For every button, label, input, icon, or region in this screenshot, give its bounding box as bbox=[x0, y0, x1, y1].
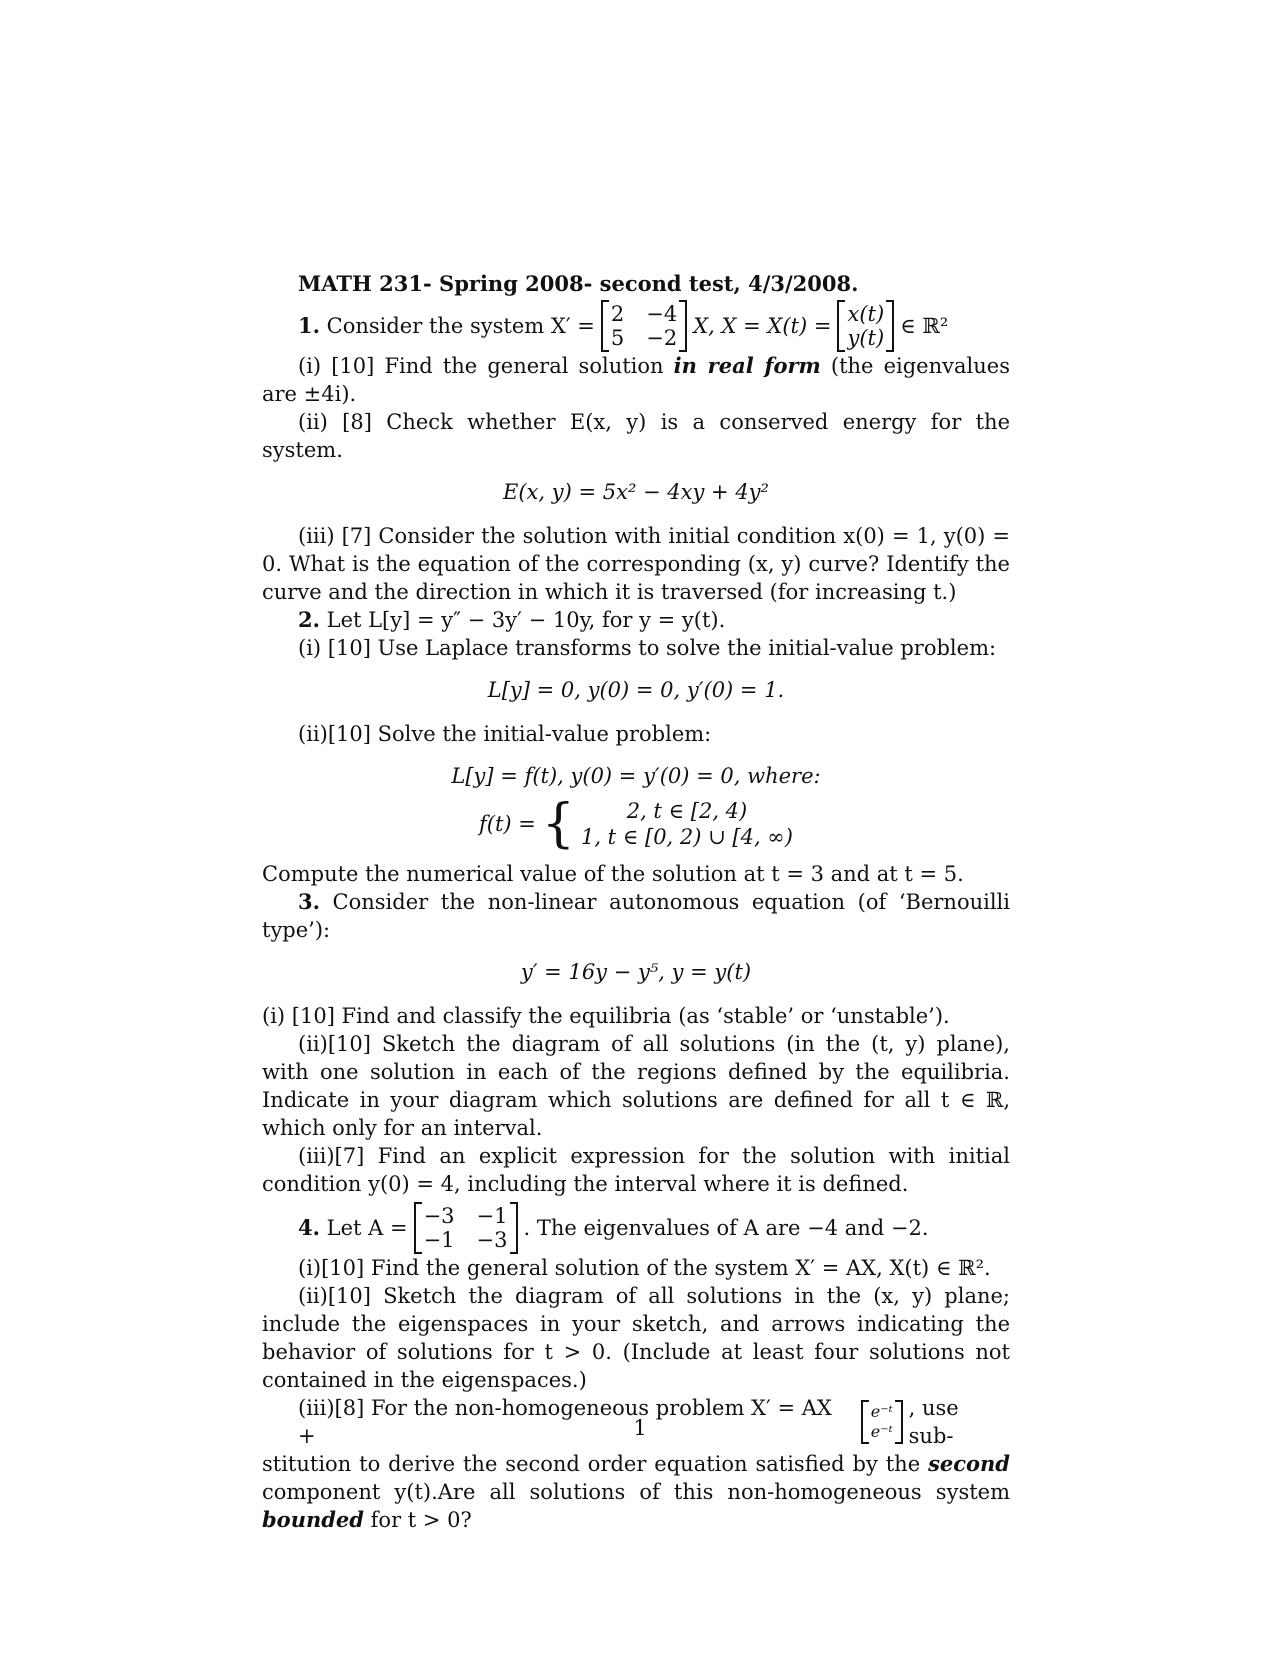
q1-vector-cell: y(t) bbox=[847, 326, 885, 350]
q1-part-i-emphasis: in real form bbox=[673, 353, 821, 378]
q1-after-matrix: X, X = X(t) = bbox=[693, 314, 832, 338]
q4-part-iii-emphasis-second: second bbox=[928, 1451, 1010, 1476]
q3-statement bbox=[262, 888, 1010, 944]
q1-energy-equation: E(x, y) = 5x² − 4xy + 4y² bbox=[503, 480, 769, 504]
q1-part-ii: (ii) [8] Check whether E(x, y) is a conserved energy for the system. bbox=[262, 410, 1010, 462]
q4-part-iii-emphasis-bounded: bounded bbox=[262, 1507, 364, 1532]
q4-part-iii-text-1: stitution to derive the second order equation satisfied by the bbox=[262, 1452, 921, 1476]
q3-part-ii: (ii)[10] Sketch the diagram of all solutions (in the (t, y) plane), with one solution in each of the regions defined by the equilibria. Indicate in your diagram which solutions are defined for all t ∈ ℝ, which only for an interval. bbox=[262, 1032, 1010, 1140]
exam-title: MATH 231- Spring 2008- second test, 4/3/2008. bbox=[298, 271, 859, 296]
q4-part-iii-text-2: component y(t).Are all solutions of this non-homogeneous system bbox=[262, 1480, 1010, 1504]
q4-after-matrix: . The eigenvalues of A are −4 and −2. bbox=[523, 1216, 929, 1240]
q1-intro: Consider the system X′ = bbox=[326, 314, 595, 338]
q1-matrix-cell: 5 bbox=[610, 326, 625, 350]
q1-matrix-cell: −2 bbox=[646, 326, 678, 350]
q2-case-1: 2, t ∈ [2, 4) bbox=[626, 799, 748, 823]
q4-part-iii-text-3: for t > 0? bbox=[370, 1508, 472, 1532]
q4-part-i: (i)[10] Find the general solution of the system X′ = AX, X(t) ∈ ℝ². bbox=[298, 1256, 991, 1280]
q1-number: 1. bbox=[298, 313, 320, 338]
q4-matrix-cell: −3 bbox=[423, 1204, 455, 1228]
q4-forcing-cell: e⁻ᵗ bbox=[870, 1422, 893, 1441]
q4-part-iii-continued bbox=[262, 1450, 1010, 1534]
q3-part-iii: (iii)[7] Find an explicit expression for the solution with initial condition y(0) = 4, including the interval where it is defined. bbox=[262, 1144, 1010, 1196]
q4-matrix-cell: −3 bbox=[476, 1228, 508, 1252]
q2-compute: Compute the numerical value of the solution at t = 3 and at t = 5. bbox=[262, 862, 964, 886]
q1-statement bbox=[298, 300, 1010, 352]
q1-part-i-rest: (the eigenvalues are ±4i). bbox=[262, 354, 1010, 406]
exam-page bbox=[262, 270, 1010, 1534]
q4-part-iii-b: , use sub- bbox=[908, 1396, 959, 1448]
q3-number: 3. bbox=[298, 889, 320, 914]
q4-part-ii: (ii)[10] Sketch the diagram of all solutions in the (x, y) plane; include the eigenspaces in your sketch, and arrows indicating the behavior of solutions for t > 0. (Include at least four solutions not contained in the eigenspaces.) bbox=[262, 1284, 1010, 1392]
q4-forcing-cell: e⁻ᵗ bbox=[870, 1402, 893, 1421]
q4-matrix-cell: −1 bbox=[423, 1228, 455, 1252]
q2-intro: Let L[y] = y″ − 3y′ − 10y, for y = y(t). bbox=[326, 608, 726, 632]
q2-case-2: 1, t ∈ [0, 2) ∪ [4, ∞) bbox=[580, 825, 793, 849]
q2-cases bbox=[581, 798, 793, 850]
q2-number: 2. bbox=[298, 607, 320, 632]
page-number: 1 bbox=[633, 1416, 647, 1440]
q2-brace: { bbox=[541, 794, 575, 854]
q2-part-ii: (ii)[10] Solve the initial-value problem: bbox=[298, 722, 712, 746]
q4-matrix-cell: −1 bbox=[476, 1204, 508, 1228]
q4-matrix bbox=[414, 1202, 518, 1254]
q4-part-iii-a: (iii)[8] For the non-homogeneous problem X′ = AX + bbox=[298, 1396, 832, 1448]
q1-matrix-cell: −4 bbox=[646, 302, 678, 326]
q1-part-iii: (iii) [7] Consider the solution with initial condition x(0) = 1, y(0) = 0. What is the equation of the corresponding (x, y) curve? Identify the curve and the direction in which it is traversed (for increasing t.) bbox=[262, 524, 1010, 604]
q1-vector-cell: x(t) bbox=[847, 302, 885, 326]
q4-statement bbox=[298, 1202, 1010, 1254]
q3-part-i: (i) [10] Find and classify the equilibria (as ‘stable’ or ‘unstable’). bbox=[262, 1004, 950, 1028]
q3-equation: y′ = 16y − y⁵, y = y(t) bbox=[520, 960, 752, 984]
q3-intro: Consider the non-linear autonomous equation (of ‘Bernouilli type’): bbox=[262, 890, 1010, 942]
q1-matrix bbox=[601, 300, 687, 352]
q1-part-i bbox=[262, 352, 1010, 408]
q1-matrix-cell: 2 bbox=[610, 302, 625, 326]
q2-piecewise-function bbox=[478, 794, 793, 854]
q2-statement bbox=[262, 606, 1010, 634]
q2-f-label: f(t) = bbox=[478, 812, 536, 836]
q2-ivp-1: L[y] = 0, y(0) = 0, y′(0) = 1. bbox=[487, 678, 785, 702]
q2-part-i: (i) [10] Use Laplace transforms to solve the initial-value problem: bbox=[298, 636, 997, 660]
q1-part-i-label: (i) [10] Find the general solution bbox=[298, 354, 664, 378]
q1-space: ∈ ℝ² bbox=[900, 314, 949, 338]
q4-number: 4. bbox=[298, 1215, 320, 1240]
q1-vector bbox=[837, 300, 894, 352]
q4-intro: Let A = bbox=[326, 1216, 408, 1240]
q2-piecewise bbox=[262, 794, 1010, 854]
q2-ivp-2: L[y] = f(t), y(0) = y′(0) = 0, where: bbox=[451, 764, 821, 788]
